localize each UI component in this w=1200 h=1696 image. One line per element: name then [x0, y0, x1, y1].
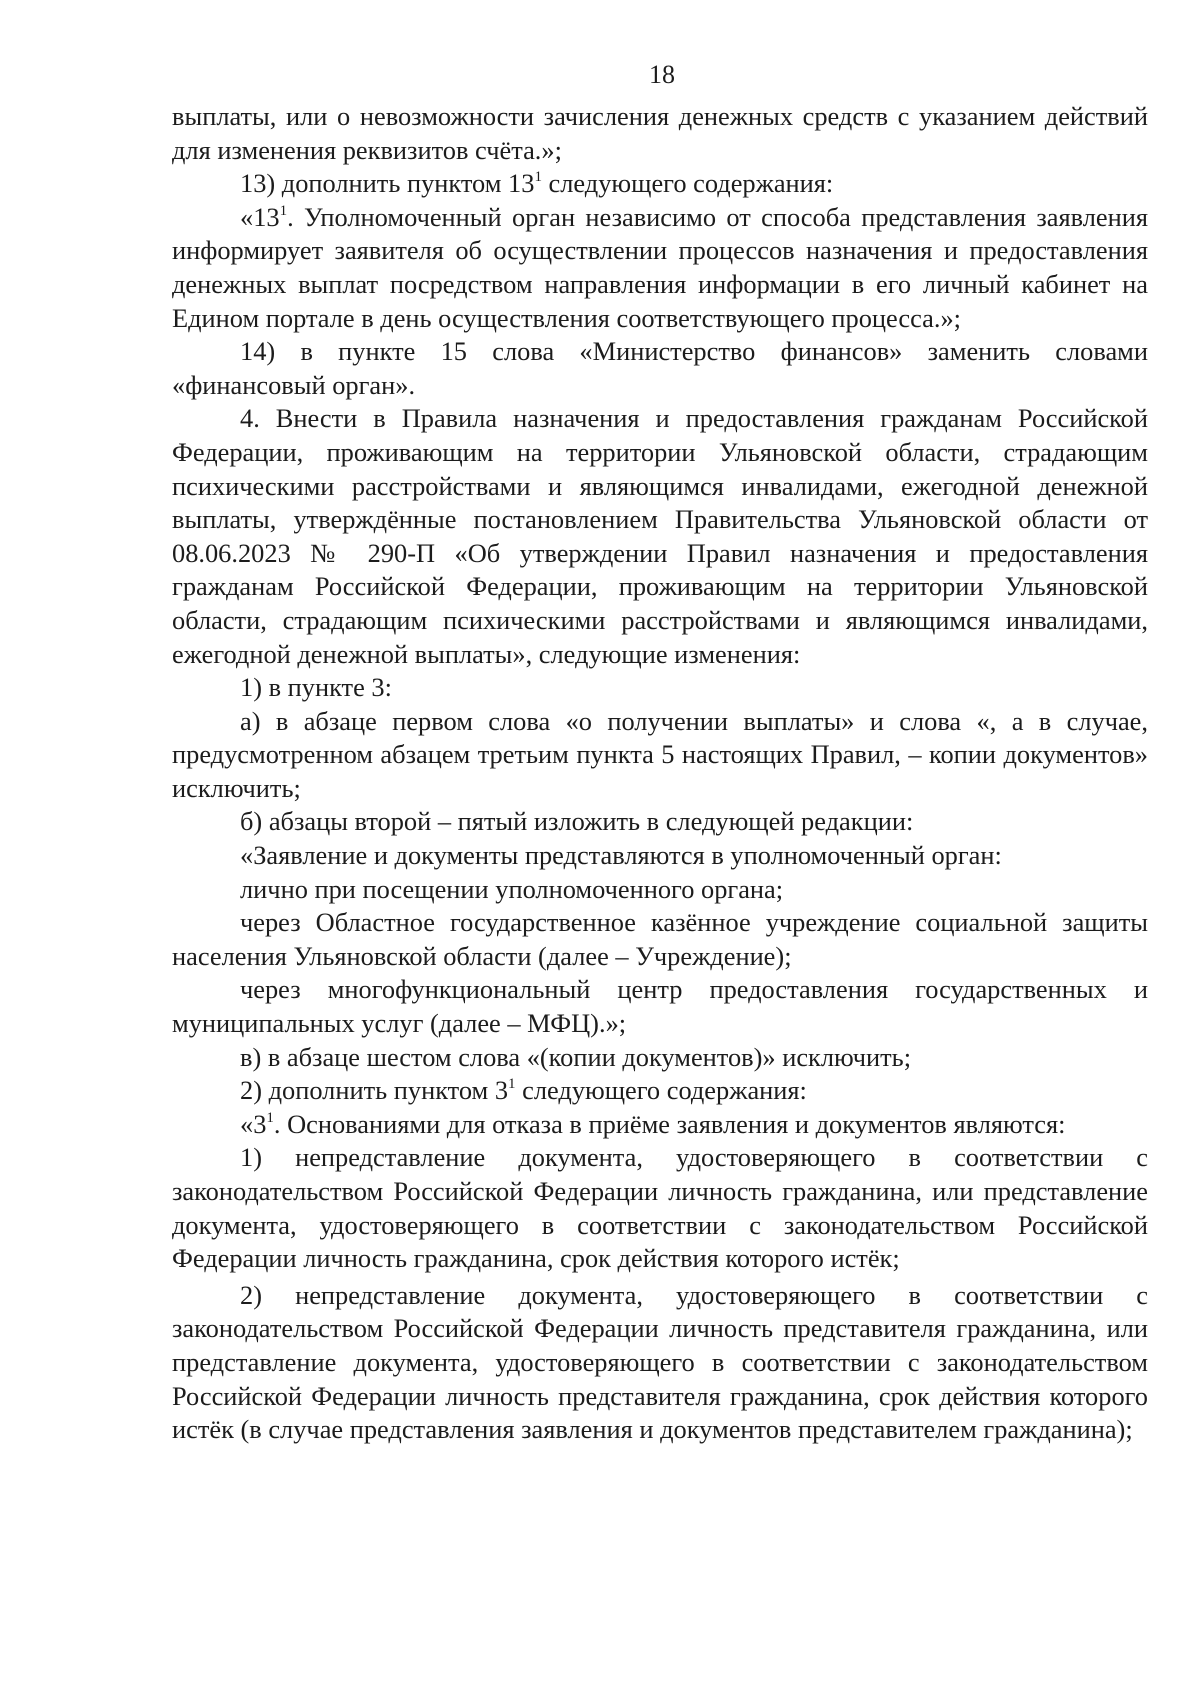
paragraph: 1) в пункте 3: — [240, 672, 392, 703]
paragraph — [172, 1108, 1148, 1142]
paragraph: в) в абзаце шестом слова «(копии документов)» исключить; — [240, 1041, 912, 1072]
superscript: 1 — [508, 1076, 516, 1093]
paragraph: 4. Внести в Правила назначения и предоставления гражданам Российской Федерации, проживающим на территории Ульяновской области, страдающим психическими расстройствами и являющимся инвалидами, ежегодной денежной выплаты, утверждённые постановлением Правительства Ульяновской области от 08.06.2023 № 290-П «Об утверждении Правил назначения и предоставления гражданам Российской Федерации, проживающим на территории Ульяновской области, страдающим психическими расстройствами и являющимся инвалидами, ежегодной денежной выплаты», следующие изменения: — [172, 403, 1148, 669]
paragraph-text: 13) дополнить пунктом 13 — [240, 168, 535, 199]
paragraph-text: следующего содержания: — [541, 168, 834, 199]
paragraph-text: . Основаниями для отказа в приёме заявления и документов являются: — [273, 1108, 1066, 1139]
paragraph: б) абзацы второй – пятый изложить в следующей редакции: — [240, 806, 914, 837]
superscript: 1 — [279, 202, 288, 219]
paragraph: через многофункциональный центр предоставления государственных и муниципальных услуг (далее – МФЦ).»; — [172, 974, 1148, 1039]
paragraph — [172, 1074, 1148, 1108]
paragraph: 2) непредставление документа, удостоверяющего в соответствии с законодательством Российской Федерации личность представителя гражданина, или представление документа, удостоверяющего в соответствии с законодательством Российской Федерации личность представителя гражданина, срок действия которого истёк (в случае представления заявления и документов представителем гражданина); — [172, 1279, 1148, 1445]
paragraph-text: . Уполномоченный орган независимо от способа представления заявления информирует заявителя об осуществлении процессов назначения и предоставления денежных выплат посредством направления информации в его личный кабинет на Едином портале в день осуществления соответствующего процесса.»; — [172, 201, 1148, 333]
paragraph: через Областное государственное казённое учреждение социальной защиты населения Ульяновской области (далее – Учреждение); — [172, 907, 1148, 971]
paragraph-text: следующего содержания: — [515, 1075, 807, 1106]
paragraph: выплаты, или о невозможности зачисления денежных средств с указанием действий для изменения реквизитов счёта.»; — [172, 101, 1148, 165]
superscript: 1 — [266, 1109, 274, 1126]
document-body — [172, 100, 1148, 1447]
paragraph: «Заявление и документы представляются в уполномоченный орган: — [240, 840, 1002, 871]
paragraph-text: «3 — [240, 1108, 267, 1139]
paragraph: а) в абзаце первом слова «о получении выплаты» и слова «, а в случае, предусмотренном абзацем третьим пункта 5 настоящих Правил, – копии документов» исключить; — [172, 705, 1148, 803]
paragraph — [172, 201, 1148, 335]
paragraph: 14) в пункте 15 слова «Министерство финансов» заменить словами «финансовый орган». — [172, 336, 1148, 400]
paragraph-text: «13 — [240, 201, 280, 232]
superscript: 1 — [534, 169, 542, 186]
paragraph-text: 2) дополнить пунктом 3 — [240, 1075, 509, 1106]
page-number: 18 — [649, 60, 675, 89]
paragraph: 1) непредставление документа, удостоверяющего в соответствии с законодательством Российской Федерации личность гражданина, или представление документа, удостоверяющего в соответствии с законодательством Российской Федерации личность гражданина, срок действия которого истёк; — [172, 1142, 1148, 1274]
paragraph: лично при посещении уполномоченного органа; — [240, 873, 784, 904]
paragraph — [172, 167, 1148, 201]
